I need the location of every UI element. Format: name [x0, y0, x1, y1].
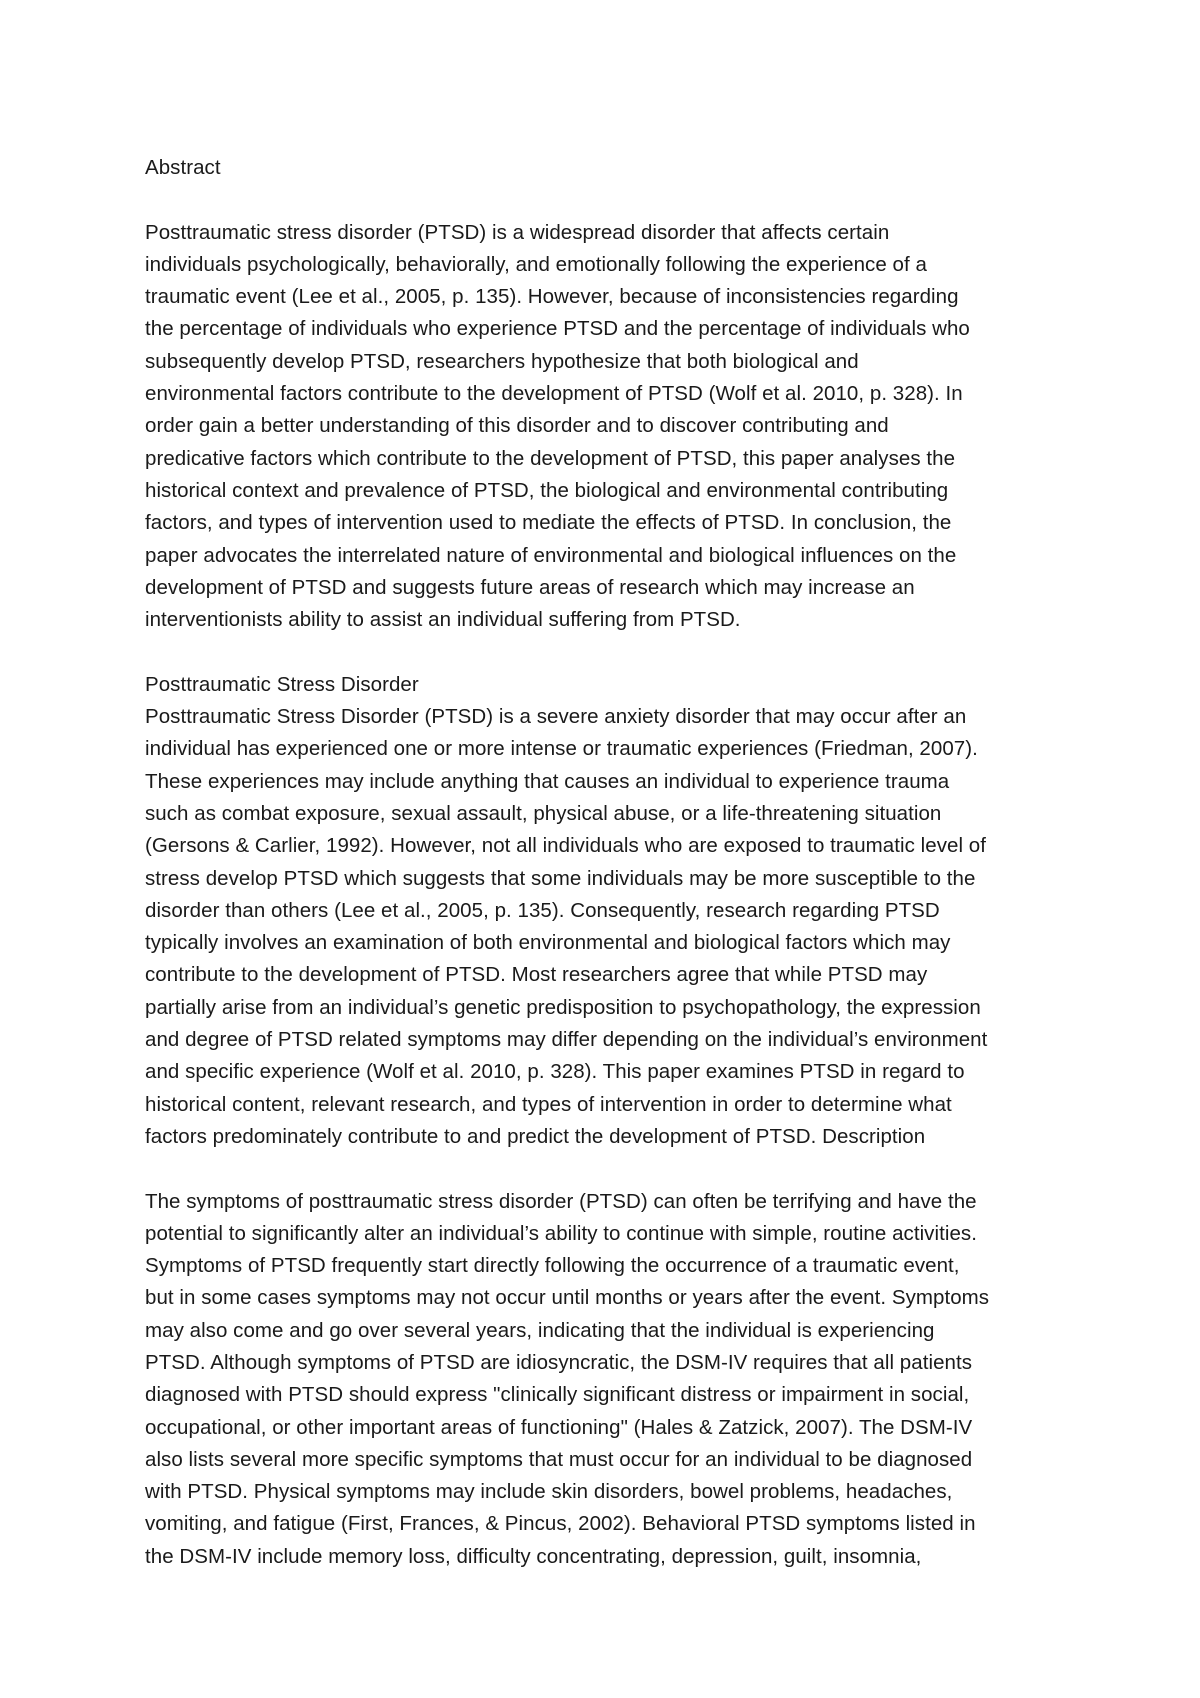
paragraph-gap — [145, 184, 1075, 216]
abstract-body: Posttraumatic stress disorder (PTSD) is a widespread disorder that affects certain individuals psychologically, behaviorally, and emotionally following the experience of a traumatic event (Lee et al., 2005, p. 135). However, because of inconsistencies regarding the percentage of individuals who experience PTSD and the percentage of individuals who subsequently develop PTSD, researchers hypothesize that both biological and environmental factors contribute to the development of PTSD (Wolf et al. 2010, p. 328). In order gain a better understanding of this disorder and to discover contributing and predicative factors which contribute to the development of PTSD, this paper analyses the historical context and prevalence of PTSD, the biological and environmental contributing factors, and types of intervention used to mediate the effects of PTSD. In conclusion, the paper advocates the interrelated nature of environmental and biological influences on the development of PTSD and suggests future areas of research which may increase an interventionists ability to assist an individual suffering from PTSD. — [145, 220, 970, 632]
paragraph-gap — [145, 636, 1075, 668]
abstract-heading: Abstract — [145, 156, 221, 179]
section-body: Posttraumatic Stress Disorder (PTSD) is a severe anxiety disorder that may occur after an individual has experienced one or more intense or traumatic experiences (Friedman, 2007). These experiences may include anything that causes an individual to experience trauma such as combat exposure, sexual assault, physical abuse, or a life-threatening situation (Gersons & Carlier, 1992). However, not all individuals who are exposed to traumatic level of stress develop PTSD which suggests that some individuals may be more susceptible to the disorder than others (Lee et al., 2005, p. 135). Consequently, research regarding PTSD typically involves an examination of both environmental and biological factors which may contribute to the development of PTSD. Most researchers agree that while PTSD may partially arise from an individual’s genetic predisposition to psychopathology, the expression and degree of PTSD related symptoms may differ depending on the individual’s environment and specific experience (Wolf et al. 2010, p. 328). This paper examines PTSD in regard to historical content, relevant research, and types of intervention in order to determine what factors predominately contribute to and predict the development of PTSD. Description — [145, 705, 988, 1148]
document-content — [145, 152, 1075, 1573]
paragraph-gap — [145, 1153, 1075, 1185]
description-body: The symptoms of posttraumatic stress disorder (PTSD) can often be terrifying and have the potential to significantly alter an individual’s ability to continue with simple, routine activities. Symptoms of PTSD frequently start directly following the occurrence of a traumatic event, but in some cases symptoms may not occur until months or years after the event. Symptoms may also come and go over several years, indicating that the individual is experiencing PTSD. Although symptoms of PTSD are idiosyncratic, the DSM-IV requires that all patients diagnosed with PTSD should express "clinically significant distress or impairment in social, occupational, or other important areas of functioning" (Hales & Zatzick, 2007). The DSM-IV also lists several more specific symptoms that must occur for an individual to be diagnosed with PTSD. Physical symptoms may include skin disorders, bowel problems, headaches, vomiting, and fatigue (First, Frances, & Pincus, 2002). Behavioral PTSD symptoms listed in the DSM-IV include memory loss, difficulty concentrating, depression, guilt, insomnia, — [145, 1189, 990, 1568]
section-heading: Posttraumatic Stress Disorder — [145, 672, 419, 696]
